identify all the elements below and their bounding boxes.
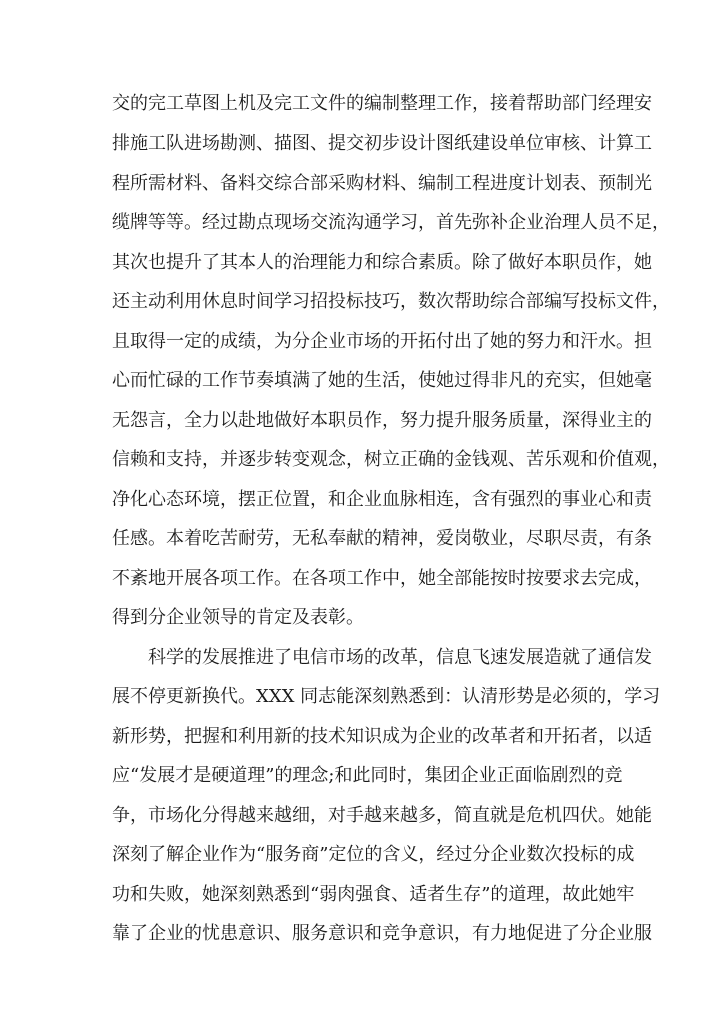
text-line: 得到分企业领导的肯定及表彰。: [112, 607, 364, 628]
text-line: 靠了企业的忧患意识、服务意识和竞争意识，有力地促进了分企业服: [112, 923, 652, 944]
text-line: 展不停更新换代。XXX 同志能深刻熟悉到：认清形势是必须的，学习: [112, 686, 661, 707]
text-line: 新形势，把握和利用新的技术知识成为企业的改革者和开拓者，以适: [112, 726, 652, 747]
text-line: 缆牌等等。经过勘点现场交流沟通学习，首先弥补企业治理人员不足，: [112, 212, 670, 233]
text-line: 深刻了解企业作为“服务商”定位的含义，经过分企业数次投标的成: [112, 844, 635, 865]
text-line: 无怨言，全力以赴地做好本职员作，努力提升服务质量，深得业主的: [112, 410, 652, 431]
text-line: 程所需材料、备料交综合部采购材料、编制工程进度计划表、预制光: [112, 173, 652, 194]
text-line: 应“发展才是硬道理”的理念;和此同时，集团企业正面临剧烈的竞: [112, 765, 623, 786]
text-line: 争，市场化分得越来越细，对手越来越多，简直就是危机四伏。她能: [112, 805, 652, 826]
text-line: 科学的发展推进了电信市场的改革，信息飞速发展造就了通信发: [148, 647, 652, 668]
text-line: 任感。本着吃苦耐劳，无私奉献的精神，爱岗敬业，尽职尽责，有条: [112, 528, 652, 549]
text-line: 信赖和支持，并逐步转变观念，树立正确的金钱观、苦乐观和价值观，: [112, 449, 670, 470]
text-line: 且取得一定的成绩，为分企业市场的开拓付出了她的努力和汗水。担: [112, 331, 652, 352]
text-line: 排施工队进场勘测、描图、提交初步设计图纸建设单位审核、计算工: [112, 133, 652, 154]
text-line: 还主动利用休息时间学习招投标技巧，数次帮助综合部编写投标文件，: [112, 291, 670, 312]
text-line: 其次也提升了其本人的治理能力和综合素质。除了做好本职员作，她: [112, 252, 652, 273]
text-line: 心而忙碌的工作节奏填满了她的生活，使她过得非凡的充实，但她毫: [112, 370, 652, 391]
text-line: 功和失败，她深刻熟悉到“弱肉强食、适者生存”的道理，故此她牢: [112, 884, 635, 905]
text-line: 不紊地开展各项工作。在各项工作中，她全部能按时按要求去完成，: [112, 568, 652, 589]
text-line: 净化心态环境，摆正位置，和企业血脉相连，含有强烈的事业心和责: [112, 489, 652, 510]
text-line: 交的完工草图上机及完工文件的编制整理工作，接着帮助部门经理安: [112, 93, 652, 114]
